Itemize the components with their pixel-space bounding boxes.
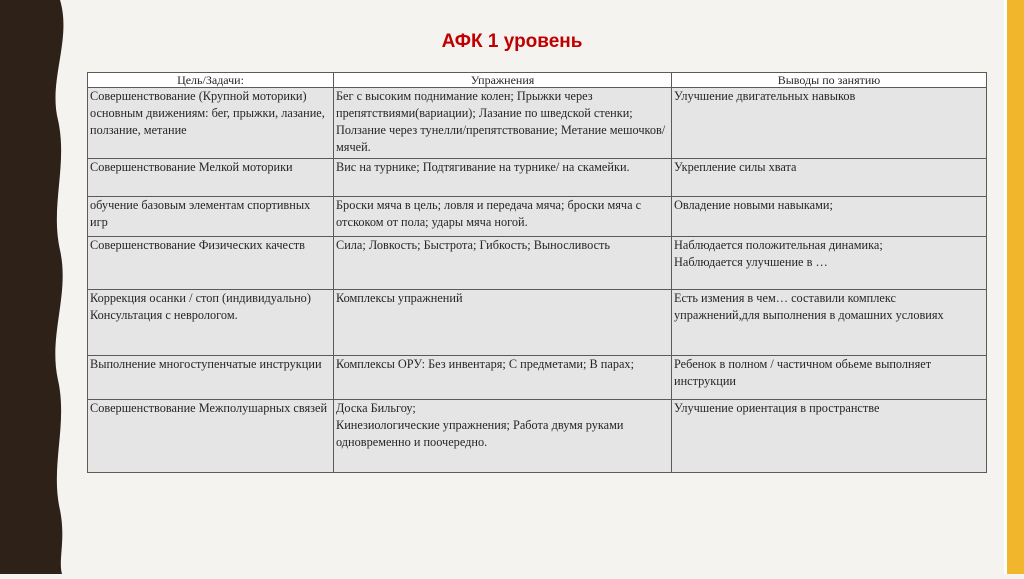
- table-row: [88, 356, 987, 400]
- header-row: [88, 73, 987, 88]
- left-decorative-band: [0, 0, 78, 574]
- cell-conclusions: Овладение новыми навыками;: [672, 197, 987, 237]
- cell-conclusions: Ребенок в полном / частичном обьеме выполняет инструкции: [672, 356, 987, 400]
- afk-table: [87, 72, 987, 473]
- wavy-edge-shape: [0, 0, 78, 574]
- cell-conclusions: Наблюдается положительная динамика; Наблюдается улучшение в …: [672, 237, 987, 290]
- header-conclusions: Выводы по занятию: [672, 73, 987, 88]
- slide-title: АФК 1 уровень: [441, 31, 583, 52]
- cell-conclusions: Укрепление силы хвата: [672, 159, 987, 197]
- cell-goal: Выполнение многоступенчатые инструкции: [88, 356, 334, 400]
- cell-exercises: Сила; Ловкость; Быстрота; Гибкость; Выносливость: [334, 237, 672, 290]
- cell-goal: обучение базовым элементам спортивных игр: [88, 197, 334, 237]
- cell-goal: Совершенствование (Крупной моторики) основным движениям: бег, прыжки, лазание, ползание, метание: [88, 88, 334, 159]
- cell-conclusions: Улучшение ориентация в пространстве: [672, 400, 987, 473]
- table-row: [88, 159, 987, 197]
- header-goal: Цель/Задачи:: [88, 73, 334, 88]
- cell-exercises: Броски мяча в цель; ловля и передача мяча; броски мяча с отскоком от пола; удары мяча ногой.: [334, 197, 672, 237]
- cell-conclusions: Улучшение двигательных навыков: [672, 88, 987, 159]
- right-decorative-band: [1004, 0, 1024, 574]
- table-row: [88, 237, 987, 290]
- cell-exercises: Комплексы упражнений: [334, 290, 672, 356]
- cell-goal: Совершенствование Мелкой моторики: [88, 159, 334, 197]
- cell-goal: Совершенствование Физических качеств: [88, 237, 334, 290]
- header-exercises: Упражнения: [334, 73, 672, 88]
- cell-exercises: Вис на турнике; Подтягивание на турнике/ на скамейки.: [334, 159, 672, 197]
- cell-exercises: Доска Бильгоу; Кинезиологические упражнения; Работа двумя руками одновременно и поочередно.: [334, 400, 672, 473]
- cell-exercises: Комплексы ОРУ: Без инвентаря; С предметами; В парах;: [334, 356, 672, 400]
- table-row: [88, 290, 987, 356]
- table-row: [88, 88, 987, 159]
- cell-exercises: Бег с высоким поднимание колен; Прыжки через препятствиями(вариации); Лазание по шведской стенки; Ползание через тунелли/препятствование; Метание мешочков/мячей.: [334, 88, 672, 159]
- right-gold-stripe: [1007, 0, 1024, 574]
- cell-goal: Коррекция осанки / стоп (индивидуально) Консультация с неврологом.: [88, 290, 334, 356]
- cell-conclusions: Есть измения в чем… составили комплекс упражнений,для выполнения в домашних условиях: [672, 290, 987, 356]
- table-row: [88, 400, 987, 473]
- table-row: [88, 197, 987, 237]
- cell-goal: Совершенствование Межполушарных связей: [88, 400, 334, 473]
